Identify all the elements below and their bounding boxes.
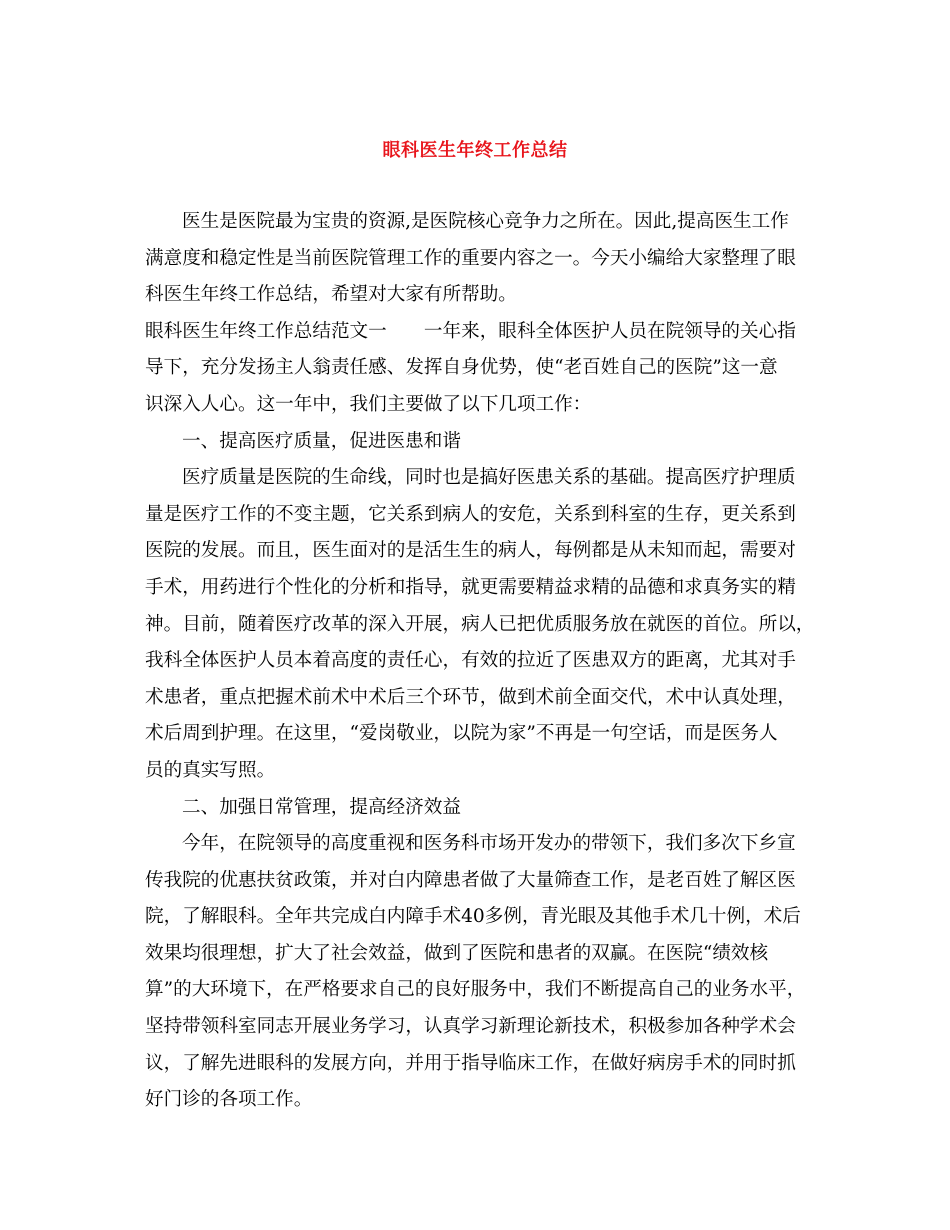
- text-line: 今年，在院领导的高度重视和医务科市场开发办的带领下，我们多次下乡宣: [182, 833, 796, 855]
- text-line: 手术，用药进行个性化的分析和指导，就更需要精益求精的品德和求真务实的精: [145, 576, 796, 598]
- text-line: 医疗质量是医院的生命线，同时也是搞好医患关系的基础。提高医疗护理质: [182, 467, 796, 489]
- text-line: 算”的大环境下，在严格要求自己的良好服务中，我们不断提高自己的业务水平，: [145, 979, 806, 1001]
- text-line: 导下，充分发扬主人翁责任感、发挥自身优势，使“老百姓自己的医院”这一意: [145, 357, 778, 379]
- document-title: 眼科医生年终工作总结: [382, 140, 568, 161]
- text-line: 效果均很理想，扩大了社会效益，做到了医院和患者的双赢。在医院“绩效核: [145, 942, 769, 964]
- text-line: 我科全体医护人员本着高度的责任心，有效的拉近了医患双方的距离，尤其对手: [145, 650, 796, 672]
- text-line: 院，了解眼科。全年共完成白内障手术40多例，青光眼及其他手术几十例，术后: [145, 906, 801, 928]
- text-line: 术患者，重点把握术前术中术后三个环节，做到术前全面交代，术中认真处理，: [145, 686, 796, 708]
- document-body: [145, 204, 815, 1119]
- text-line: 医院的发展。而且，医生面对的是活生生的病人，每例都是从未知而起，需要对: [145, 540, 796, 562]
- text-line: 一、提高医疗质量，促进医患和谐: [182, 430, 461, 452]
- text-line: 术后周到护理。在这里，“爱岗敬业，以院为家”不再是一句空话，而是医务人: [145, 723, 778, 745]
- text-line: 员的真实写照。: [145, 759, 276, 781]
- text-line: 坚持带领科室同志开展业务学习，认真学习新理论新技术，积极参加各种学术会: [145, 1016, 796, 1038]
- text-line: 科医生年终工作总结，希望对大家有所帮助。: [145, 284, 517, 306]
- text-line: 神。目前，随着医疗改革的深入开展，病人已把优质服务放在就医的首位。所以，: [145, 613, 815, 635]
- text-line: 眼科医生年终工作总结范文一 一年来，眼科全体医护人员在院领导的关心指: [145, 320, 796, 342]
- text-line: 量是医疗工作的不变主题，它关系到病人的安危，关系到科室的生存，更关系到: [145, 503, 796, 525]
- text-line: 传我院的优惠扶贫政策，并对白内障患者做了大量筛查工作，是老百姓了解区医: [145, 869, 796, 891]
- text-line: 满意度和稳定性是当前医院管理工作的重要内容之一。今天小编给大家整理了眼: [145, 247, 796, 269]
- text-line: 好门诊的各项工作。: [145, 1089, 313, 1111]
- text-line: 二、加强日常管理，提高经济效益: [182, 796, 461, 818]
- text-line: 医生是医院最为宝贵的资源,是医院核心竞争力之所在。因此,提高医生工作: [182, 211, 789, 232]
- text-line: 识深入人心。这一年中，我们主要做了以下几项工作：: [145, 393, 592, 415]
- text-line: 议，了解先进眼科的发展方向，并用于指导临床工作，在做好病房手术的同时抓: [145, 1052, 796, 1074]
